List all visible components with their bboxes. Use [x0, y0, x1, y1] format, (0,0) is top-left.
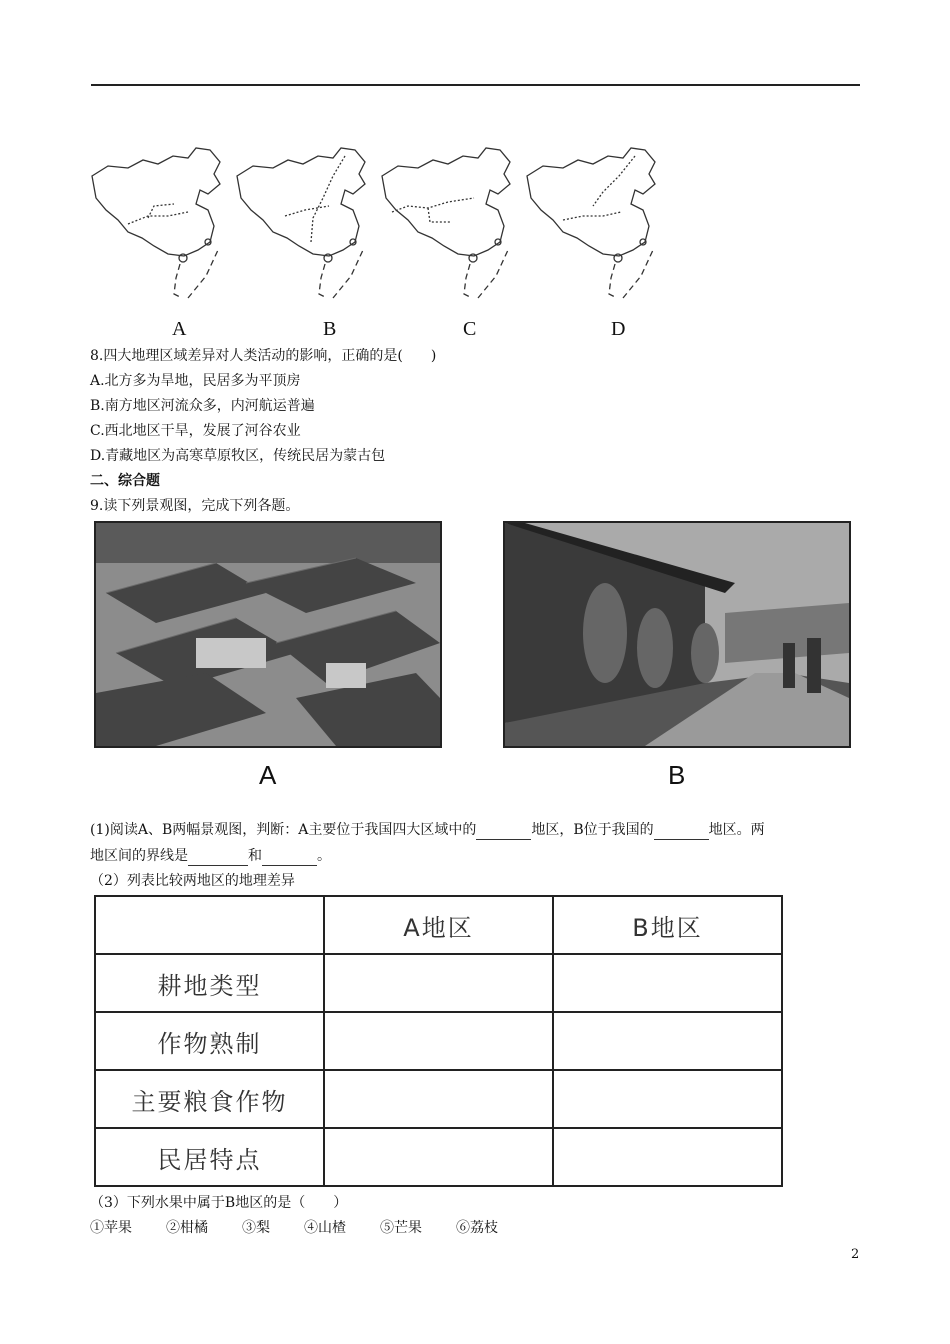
row-label: 民居特点 [95, 1128, 324, 1186]
answer-blank-3[interactable] [188, 849, 248, 866]
table-header-a: A地区 [324, 896, 553, 954]
q9-stem: 9.读下列景观图，完成下列各题。 [90, 498, 300, 514]
map-label-a: A [172, 318, 187, 340]
table-row [95, 1070, 782, 1128]
answer-blank-2[interactable] [654, 823, 709, 840]
header-rule [91, 84, 860, 86]
map-outline-a [92, 148, 220, 298]
table-row [95, 1128, 782, 1186]
q9-sub1-line2 [90, 846, 331, 866]
fruit-option: ①苹果 [90, 1220, 132, 1236]
fruit-option: ④山楂 [304, 1220, 346, 1236]
answer-cell[interactable] [324, 954, 553, 1012]
landscape-photo-a [94, 521, 442, 748]
q9-sub1-text-d: 地区间的界线是 [90, 848, 188, 864]
q9-sub1-text-f: 。 [317, 848, 331, 864]
map-outline-b [237, 148, 365, 298]
row-label: 主要粮食作物 [95, 1070, 324, 1128]
q9-sub1-line1 [90, 820, 765, 840]
map-label-c: C [463, 318, 477, 340]
q9-sub1-text-c: 地区。两 [708, 822, 765, 838]
answer-blank-4[interactable] [262, 849, 317, 866]
answer-cell[interactable] [324, 1070, 553, 1128]
q8-option-d: D.青藏地区为高寒草原牧区，传统民居为蒙古包 [90, 448, 386, 464]
fruit-option: ③梨 [242, 1220, 270, 1236]
section-title: 二、综合题 [90, 473, 160, 489]
answer-cell[interactable] [553, 1070, 782, 1128]
map-outline-d [527, 148, 655, 298]
answer-cell[interactable] [324, 1128, 553, 1186]
answer-blank-1[interactable] [476, 823, 531, 840]
answer-cell[interactable] [324, 1012, 553, 1070]
page-number: 2 [851, 1247, 860, 1262]
comparison-table [94, 895, 783, 1187]
q9-sub1-text-e: 和 [248, 848, 262, 864]
q8-option-c: C.西北地区干旱，发展了河谷农业 [90, 423, 301, 439]
table-row [95, 954, 782, 1012]
map-label-d: D [611, 318, 626, 340]
row-label: 作物熟制 [95, 1012, 324, 1070]
photo-label-a: A [259, 760, 277, 790]
map-label-b: B [323, 318, 337, 340]
fruit-options [90, 1218, 498, 1238]
table-header-b: B地区 [553, 896, 782, 954]
map-outline-c [382, 148, 510, 298]
q9-sub2: （2）列表比较两地区的地理差异 [90, 873, 295, 889]
fruit-option: ⑥荔枝 [456, 1220, 498, 1236]
q8-option-a: A.北方多为旱地，民居多为平顶房 [90, 373, 301, 389]
answer-cell[interactable] [553, 954, 782, 1012]
landscape-photo-b [503, 521, 851, 748]
photo-label-b: B [668, 760, 686, 790]
q8-stem: 8.四大地理区域差异对人类活动的影响，正确的是( ) [90, 348, 437, 364]
q8-option-b: B.南方地区河流众多，内河航运普遍 [90, 398, 315, 414]
answer-cell[interactable] [553, 1128, 782, 1186]
table-header-row [95, 896, 782, 954]
fruit-option: ⑤芒果 [380, 1220, 422, 1236]
table-row [95, 1012, 782, 1070]
table-header-corner [95, 896, 324, 954]
q9-sub1-text-b: 地区，B位于我国的 [531, 822, 654, 838]
fruit-option: ②柑橘 [166, 1220, 208, 1236]
row-label: 耕地类型 [95, 954, 324, 1012]
answer-cell[interactable] [553, 1012, 782, 1070]
q9-sub1-text-a: (1)阅读A、B两幅景观图，判断：A主要位于我国四大区域中的 [90, 822, 477, 838]
q9-sub3: （3）下列水果中属于B地区的是（ ） [90, 1195, 348, 1211]
china-maps-figure [88, 146, 668, 304]
